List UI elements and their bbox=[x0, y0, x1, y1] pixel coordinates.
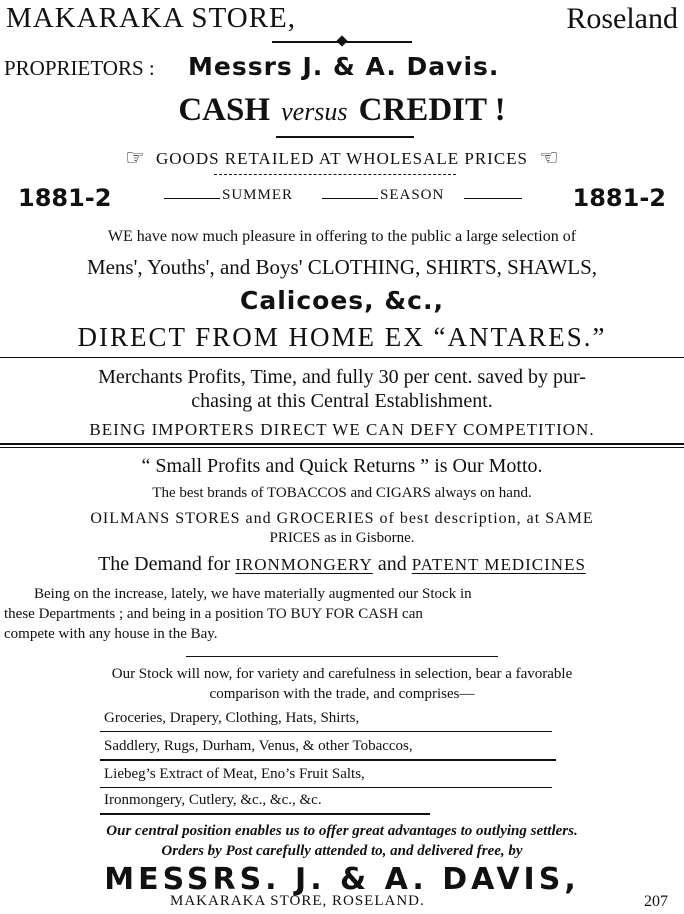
season-dash bbox=[322, 198, 378, 199]
dotted-divider bbox=[214, 174, 456, 175]
increase-line-1: Being on the increase, lately, we have materially augmented our Stock in bbox=[34, 586, 472, 602]
double-rule bbox=[0, 447, 684, 448]
calicoes-line: Calicoes, &c., bbox=[239, 286, 444, 315]
goods-line: GOODS RETAILED AT WHOLESALE PRICES bbox=[155, 148, 529, 168]
cash-word: CASH bbox=[178, 92, 271, 128]
season-year-left: 1881-2 bbox=[18, 184, 112, 212]
cash-credit-headline bbox=[0, 92, 684, 132]
central-line-2: Orders by Post carefully attended to, and delivered free, by bbox=[161, 843, 523, 859]
direct-line: DIRECT FROM HOME EX “ANTARES.” bbox=[77, 322, 607, 352]
central-line-1: Our central position enables us to offer great advantages to outlying settlers. bbox=[106, 823, 578, 839]
stock-item-rule bbox=[100, 787, 552, 788]
footer-address-row bbox=[0, 893, 684, 913]
demand-line bbox=[0, 553, 684, 576]
stock-item-rule bbox=[100, 731, 552, 732]
merchants-line-1: Merchants Profits, Time, and fully 30 per cent. saved by pur- bbox=[98, 366, 586, 388]
stock-item: Ironmongery, Cutlery, &c., &c., &c. bbox=[104, 792, 322, 808]
stock-line-1: Our Stock will now, for variety and carefulness in selection, bear a favorable bbox=[111, 666, 573, 682]
goods-row bbox=[0, 146, 684, 172]
proprietors-label: PROPRIETORS : bbox=[4, 56, 155, 80]
stock-item: Liebeg’s Extract of Meat, Eno’s Fruit Salts, bbox=[104, 766, 365, 782]
increase-line-3: compete with any house in the Bay. bbox=[4, 626, 218, 642]
oilmans-line-2: PRICES as in Gisborne. bbox=[269, 530, 415, 546]
oilmans-line-1: OILMANS STORES and GROCERIES of best description, at SAME bbox=[90, 510, 594, 527]
merchants-line-2: chasing at this Central Establishment. bbox=[191, 390, 493, 412]
increase-line-2: these Departments ; and being in a position TO BUY FOR CASH can bbox=[4, 606, 423, 622]
footer-name: MESSRS. J. & A. DAVIS, bbox=[104, 862, 580, 897]
store-name: MAKARAKA STORE, bbox=[6, 2, 297, 34]
store-header bbox=[0, 2, 684, 36]
season-dash bbox=[464, 198, 522, 199]
season-season: SEASON bbox=[380, 187, 445, 203]
season-dash bbox=[164, 198, 220, 199]
page-number: 207 bbox=[644, 893, 668, 910]
footer-address: MAKARAKA STORE, ROSELAND. bbox=[170, 893, 425, 909]
stock-line-2: comparison with the trade, and comprises— bbox=[209, 686, 475, 702]
intro-line: WE have now much pleasure in offering to the public a large selection of bbox=[107, 228, 577, 245]
season-row bbox=[0, 184, 684, 212]
divider bbox=[0, 357, 684, 358]
proprietors-name: Messrs J. & A. Davis. bbox=[188, 52, 500, 81]
diamond-ornament bbox=[336, 35, 347, 46]
proprietors-row bbox=[0, 52, 684, 84]
stock-item-rule bbox=[100, 759, 556, 761]
tobaccos-line: The best brands of TOBACCOS and CIGARS always on hand. bbox=[152, 485, 532, 501]
store-place: Roseland bbox=[566, 2, 678, 35]
demand-and: and bbox=[377, 553, 407, 575]
credit-word: CREDIT ! bbox=[358, 92, 506, 128]
stock-item-rule bbox=[100, 813, 430, 815]
stock-item: Saddlery, Rugs, Durham, Venus, & other Tobaccos, bbox=[104, 738, 413, 754]
pointing-hand-right-icon: ☞ bbox=[125, 146, 145, 171]
demand-ironmongery: IRONMONGERY bbox=[235, 555, 373, 574]
pointing-hand-left-icon: ☜ bbox=[539, 146, 559, 171]
importers-line: BEING IMPORTERS DIRECT WE CAN DEFY COMPETITION. bbox=[89, 420, 595, 439]
demand-patent-medicines: PATENT MEDICINES bbox=[411, 555, 586, 574]
divider bbox=[276, 136, 414, 138]
demand-prefix: The Demand for bbox=[98, 553, 231, 575]
motto-line: “ Small Profits and Quick Returns ” is Our Motto. bbox=[141, 455, 543, 477]
season-summer: SUMMER bbox=[222, 187, 294, 203]
divider bbox=[186, 656, 498, 657]
stock-item: Groceries, Drapery, Clothing, Hats, Shirts, bbox=[104, 710, 360, 726]
season-year-right: 1881-2 bbox=[572, 184, 666, 212]
versus-word: versus bbox=[281, 97, 348, 126]
double-rule bbox=[0, 443, 684, 445]
clothing-line: Mens', Youths', and Boys' CLOTHING, SHIRTS, SHAWLS, bbox=[86, 255, 598, 279]
